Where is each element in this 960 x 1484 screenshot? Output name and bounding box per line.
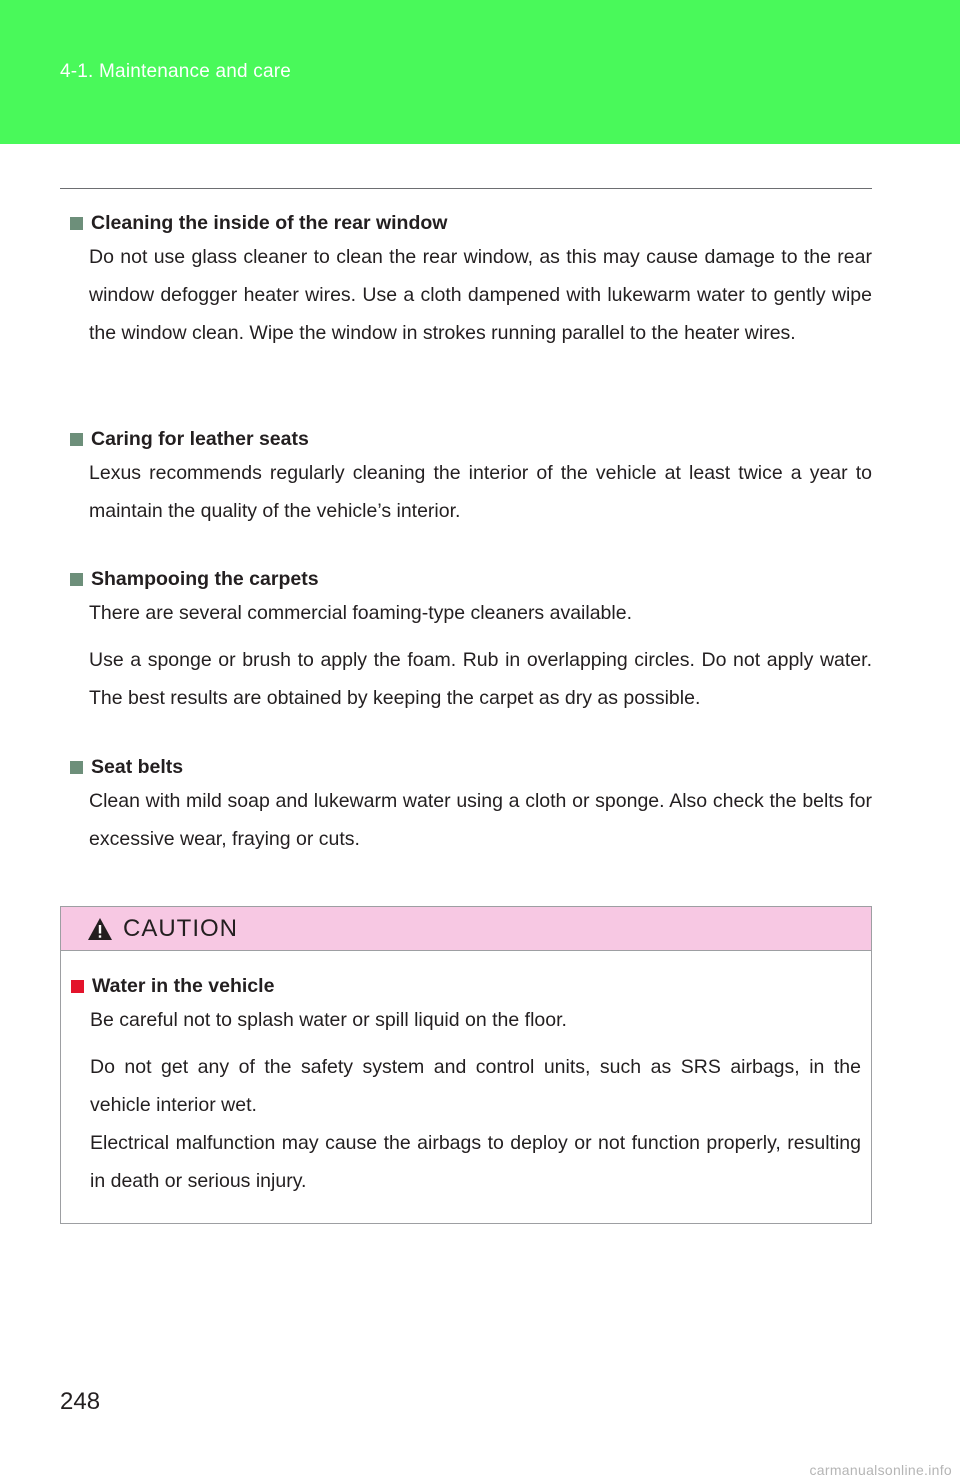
topic-heading (60, 208, 872, 238)
header-band (0, 0, 960, 144)
topic-paragraph: Clean with mild soap and lukewarm water using a cloth or sponge. Also check the belts for excessive wear, fraying or cuts. (89, 790, 872, 850)
square-bullet-icon (70, 433, 83, 446)
square-bullet-icon (70, 217, 83, 230)
watermark: carmanualsonline.info (809, 1462, 952, 1478)
topic-seat-belts (60, 752, 872, 858)
topic-rear-window (60, 208, 872, 352)
caution-heading-text: Water in the vehicle (92, 974, 275, 997)
page-number: 248 (60, 1388, 101, 1415)
square-bullet-icon (70, 573, 83, 586)
warning-triangle-icon (87, 917, 113, 941)
caution-header (61, 907, 871, 951)
caution-body (61, 971, 871, 1200)
topic-leather-seats (60, 424, 872, 530)
square-bullet-icon (70, 761, 83, 774)
caution-box (60, 906, 872, 1224)
topic-heading-text: Seat belts (91, 755, 184, 778)
caution-title: CAUTION (123, 914, 238, 942)
section-title: 4-1. Maintenance and care (60, 61, 292, 82)
topic-carpets (60, 564, 872, 717)
topic-heading-text: Caring for leather seats (91, 427, 309, 450)
caution-paragraph: Electrical malfunction may cause the airbags to deploy or not function properly, resulting in death or serious injury. (90, 1132, 861, 1192)
topic-paragraph: Lexus recommends regularly cleaning the interior of the vehicle at least twice a year to maintain the quality of the vehicle’s interior. (89, 462, 872, 522)
topic-heading (60, 564, 872, 594)
topic-paragraph: Use a sponge or brush to apply the foam. Rub in overlapping circles. Do not apply water. The best results are obtained by keeping the carpet as dry as possible. (89, 649, 872, 709)
topic-heading (60, 752, 872, 782)
top-divider (60, 188, 872, 189)
topic-heading-text: Shampooing the carpets (91, 567, 319, 590)
square-bullet-icon (71, 980, 84, 993)
topic-paragraph: There are several commercial foaming-type cleaners available. (89, 602, 632, 624)
topic-heading (60, 424, 872, 454)
caution-paragraph: Be careful not to splash water or spill liquid on the floor. (90, 1009, 567, 1031)
topic-paragraph: Do not use glass cleaner to clean the rear window, as this may cause damage to the rear window defogger heater wires. Use a cloth dampened with lukewarm water to gently wipe the window clean. Wipe the window in strokes running parallel to the heater wires. (89, 246, 872, 344)
caution-heading (61, 971, 871, 1001)
topic-heading-text: Cleaning the inside of the rear window (91, 211, 448, 234)
caution-paragraph: Do not get any of the safety system and control units, such as SRS airbags, in the vehicle interior wet. (90, 1056, 861, 1116)
